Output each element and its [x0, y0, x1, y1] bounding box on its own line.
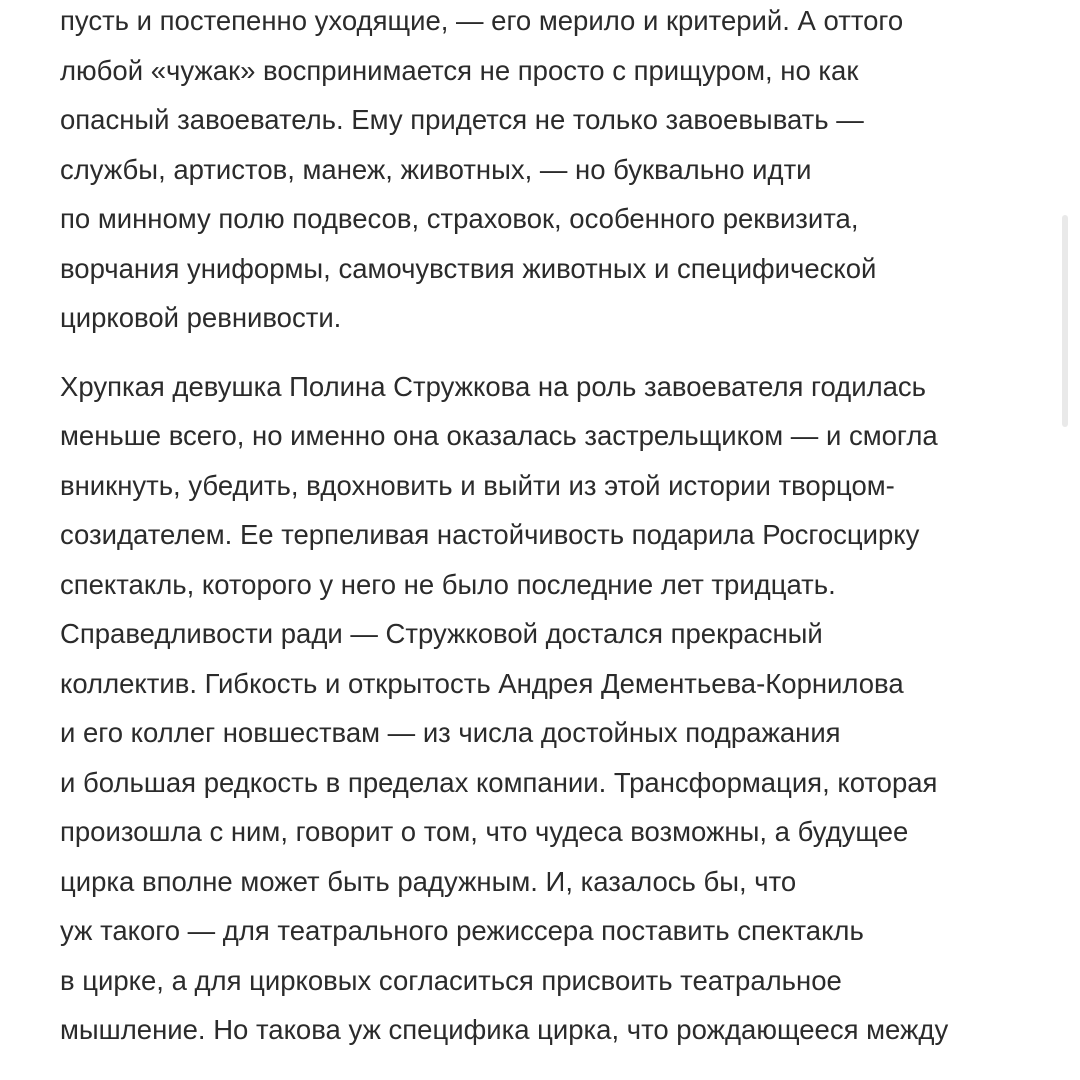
text-line: любой «чужак» воспринимается не просто с прищуром, но как	[60, 54, 859, 86]
text-line: цирка вполне может быть радужным. И, казалось бы, что	[60, 865, 797, 897]
text-line: цирковой ревнивости.	[60, 302, 342, 333]
paragraph-1	[60, 0, 1060, 343]
text-line: по минному полю подвесов, страховок, особенного реквизита,	[60, 203, 859, 234]
text-line: созидателем. Ее терпеливая настойчивость подарила Росгосцирку	[60, 519, 920, 550]
text-line: коллектив. Гибкость и открытость Андрея Дементьева-Корнилова	[60, 667, 904, 699]
text-line: Справедливости ради — Стружковой достался прекрасный	[60, 618, 823, 649]
text-line: меньше всего, но именно она оказалась застрельщиком — и смогла	[60, 420, 938, 451]
article-body	[60, 0, 1060, 1074]
text-line: спектакль, которого у него не было последние лет тридцать.	[60, 568, 836, 600]
text-line: в цирке, а для цирковых согласиться присвоить театральное	[60, 964, 842, 996]
text-line: и большая редкость в пределах компании. Трансформация, которая	[60, 766, 938, 798]
scrollbar-thumb[interactable]	[1062, 215, 1068, 427]
text-line: службы, артистов, манеж, животных, — но буквально идти	[60, 153, 812, 185]
text-line: и его коллег новшествам — из числа достойных подражания	[60, 717, 841, 748]
text-line: мышление. Но такова уж специфика цирка, что рождающееся между	[60, 1014, 949, 1045]
text-line: опасный завоеватель. Ему придется не только завоевывать —	[60, 104, 864, 135]
text-line: ворчания униформы, самочувствия животных и специфической	[60, 252, 877, 284]
text-line: вникнуть, убедить, вдохновить и выйти из этой истории творцом-	[60, 469, 895, 501]
paragraph-2	[60, 362, 1060, 1055]
text-line: произошла с ним, говорит о том, что чудеса возможны, а будущее	[60, 816, 909, 847]
text-line: пусть и постепенно уходящие, — его мерило и критерий. А оттого	[60, 5, 904, 36]
text-line: уж такого — для театрального режиссера поставить спектакль	[60, 915, 864, 946]
scrollbar[interactable]	[1064, 0, 1074, 1080]
text-line: Хрупкая девушка Полина Стружкова на роль завоевателя годилась	[60, 370, 926, 402]
